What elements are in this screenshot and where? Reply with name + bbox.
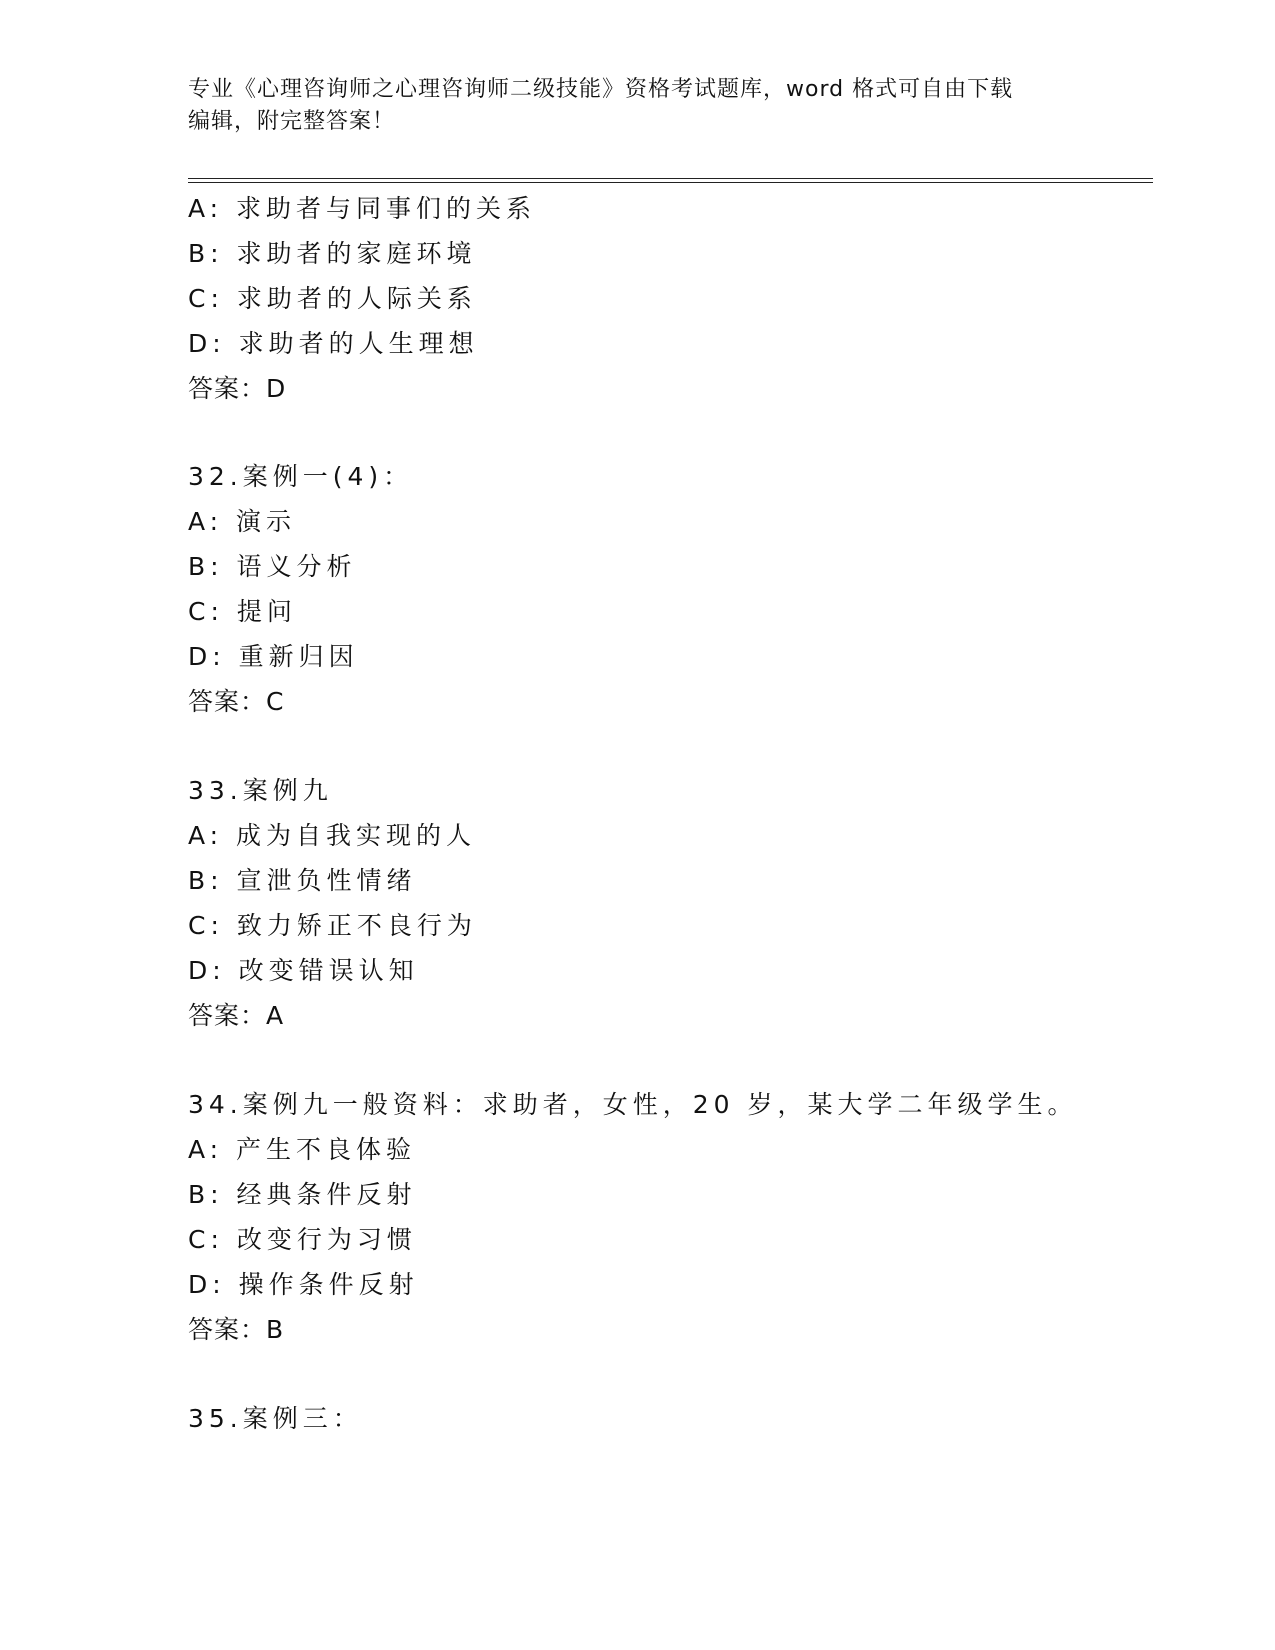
q33-option-d: D: 改变错误认知 <box>188 956 419 985</box>
q34-option-c: C: 改变行为习惯 <box>188 1225 417 1254</box>
q31-option-b: B: 求助者的家庭环境 <box>188 239 477 268</box>
q32-stem: 32.案例一(4)： <box>188 462 414 491</box>
q31-answer: 答案：D <box>188 374 287 403</box>
q34-option-d: D: 操作条件反射 <box>188 1270 419 1299</box>
q35-stem: 35.案例三： <box>188 1404 363 1433</box>
q34-option-a: A: 产生不良体验 <box>188 1135 417 1164</box>
q32-option-d: D: 重新归因 <box>188 642 359 671</box>
q32-option-a: A: 演示 <box>188 507 297 536</box>
q32-option-b: B: 语义分析 <box>188 552 357 581</box>
header-divider-top <box>188 178 1153 179</box>
q32-answer: 答案：C <box>188 687 285 716</box>
q34-stem: 34.案例九一般资料：求助者，女性，20 岁，某大学二年级学生。 <box>188 1090 1078 1119</box>
q33-stem: 33.案例九 <box>188 776 333 805</box>
header-line-1: 专业《心理咨询师之心理咨询师二级技能》资格考试题库，word 格式可自由下载 <box>188 77 1014 102</box>
q32-option-c: C: 提问 <box>188 597 297 626</box>
q31-option-c: C: 求助者的人际关系 <box>188 284 477 313</box>
q34-option-b: B: 经典条件反射 <box>188 1180 417 1209</box>
q31-option-d: D: 求助者的人生理想 <box>188 329 479 358</box>
q34-answer: 答案：B <box>188 1315 285 1344</box>
q31-option-a: A: 求助者与同事们的关系 <box>188 194 537 223</box>
q33-option-a: A: 成为自我实现的人 <box>188 821 477 850</box>
q33-option-c: C: 致力矫正不良行为 <box>188 911 477 940</box>
q33-option-b: B: 宣泄负性情绪 <box>188 866 417 895</box>
document-header <box>188 74 1088 138</box>
header-divider-bottom <box>188 182 1153 183</box>
q33-answer: 答案：A <box>188 1001 285 1030</box>
header-line-2: 编辑，附完整答案！ <box>188 109 396 134</box>
